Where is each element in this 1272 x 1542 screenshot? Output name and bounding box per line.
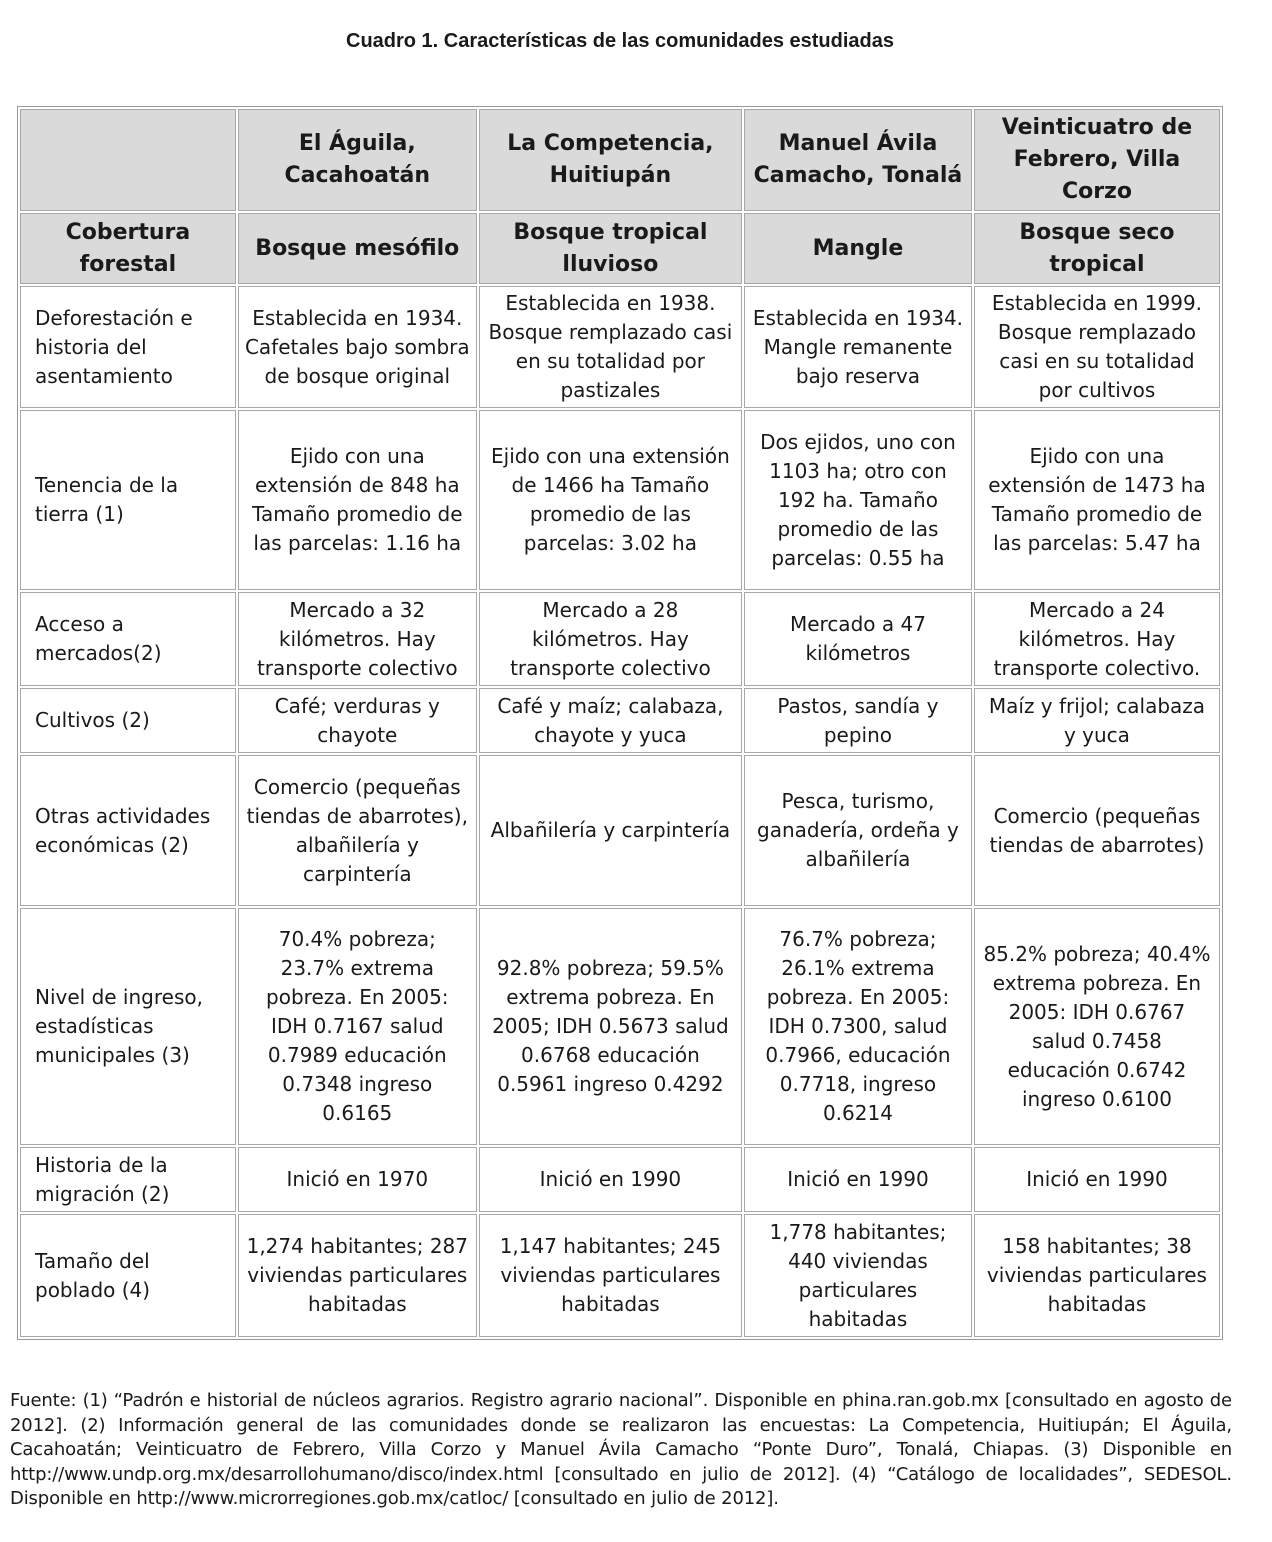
table-cell: Ejido con una extensión de 848 ha Tamaño promedio de las parcelas: 1.16 ha — [238, 410, 477, 590]
forest-cover-value: Bosque tropical lluvioso — [479, 213, 742, 284]
table-cell: 1,274 habitantes; 287 viviendas particulares habitadas — [238, 1214, 477, 1337]
column-header: Manuel Ávila Camacho, Tonalá — [744, 109, 972, 211]
table-cell: Establecida en 1938. Bosque remplazado casi en su totalidad por pastizales — [479, 286, 742, 408]
table-cell: Mercado a 32 kilómetros. Hay transporte colectivo — [238, 592, 477, 686]
row-label: Deforestación e historia del asentamiento — [20, 286, 236, 408]
table-cell: Comercio (pequeñas tiendas de abarrotes), albañilería y carpintería — [238, 755, 477, 906]
table-cell: Inició en 1990 — [744, 1147, 972, 1212]
table-cell: Ejido con una extensión de 1466 ha Tamaño promedio de las parcelas: 3.02 ha — [479, 410, 742, 590]
row-label: Cultivos (2) — [20, 688, 236, 753]
table-cell: Inició en 1990 — [479, 1147, 742, 1212]
table-cell: Café y maíz; calabaza, chayote y yuca — [479, 688, 742, 753]
table-cell: 92.8% pobreza; 59.5% extrema pobreza. En 2005; IDH 0.5673 salud 0.6768 educación 0.5961 ingreso 0.4292 — [479, 908, 742, 1145]
table-row — [20, 410, 1220, 590]
column-header: Veinticuatro de Febrero, Villa Corzo — [974, 109, 1220, 211]
table-row — [20, 755, 1220, 906]
source-footnote: Fuente: (1) “Padrón e historial de núcleos agrarios. Registro agrario nacional”. Disponible en phina.ran.gob.mx [consultado en agosto de 2012]. (2) Información general de las comunidades donde se realizaron las encuestas: La Competencia, Huitiupán; El Águila, Cacahoatán; Veinticuatro de Febrero, Villa Corzo y Manuel Ávila Camacho “Ponte Duro”, Tonalá, Chiapas. (3) Disponible en http://www.undp.org.mx/desarrollohumano/disco/index.html [consultado en julio de 2012]. (4) “Catálogo de localidades”, SEDESOL. Disponible en http://www.microrregiones.gob.mx/catloc/ [consultado en julio de 2012]. — [10, 1390, 1232, 1509]
table-cell: Establecida en 1934. Cafetales bajo sombra de bosque original — [238, 286, 477, 408]
header-corner-cell — [20, 109, 236, 211]
table-row — [20, 908, 1220, 1145]
table-cell: Café; verduras y chayote — [238, 688, 477, 753]
table-row — [20, 286, 1220, 408]
table-cell: Pesca, turismo, ganadería, ordeña y albañilería — [744, 755, 972, 906]
row-label: Otras actividades económicas (2) — [20, 755, 236, 906]
table-cell: 1,147 habitantes; 245 viviendas particulares habitadas — [479, 1214, 742, 1337]
table-cell: Comercio (pequeñas tiendas de abarrotes) — [974, 755, 1220, 906]
forest-cover-value: Bosque seco tropical — [974, 213, 1220, 284]
table-cell: Mercado a 24 kilómetros. Hay transporte colectivo. — [974, 592, 1220, 686]
row-label: Nivel de ingreso, estadísticas municipales (3) — [20, 908, 236, 1145]
table-cell: Pastos, sandía y pepino — [744, 688, 972, 753]
table-cell: 70.4% pobreza; 23.7% extrema pobreza. En 2005: IDH 0.7167 salud 0.7989 educación 0.7348 ingreso 0.6165 — [238, 908, 477, 1145]
forest-cover-value: Mangle — [744, 213, 972, 284]
table-row — [20, 592, 1220, 686]
communities-table — [17, 106, 1223, 1340]
table-cell: 85.2% pobreza; 40.4% extrema pobreza. En 2005: IDH 0.6767 salud 0.7458 educación 0.6742 ingreso 0.6100 — [974, 908, 1220, 1145]
table-row — [20, 688, 1220, 753]
table-cell: Ejido con una extensión de 1473 ha Tamaño promedio de las parcelas: 5.47 ha — [974, 410, 1220, 590]
table-cell: Albañilería y carpintería — [479, 755, 742, 906]
row-label: Acceso a mercados(2) — [20, 592, 236, 686]
forest-cover-row — [20, 213, 1220, 284]
table-cell: 76.7% pobreza; 26.1% extrema pobreza. En 2005: IDH 0.7300, salud 0.7966, educación 0.7718, ingreso 0.6214 — [744, 908, 972, 1145]
table-cell: Mercado a 47 kilómetros — [744, 592, 972, 686]
table-cell: Establecida en 1999. Bosque remplazado casi en su totalidad por cultivos — [974, 286, 1220, 408]
row-label: Tenencia de la tierra (1) — [20, 410, 236, 590]
forest-cover-value: Bosque mesófilo — [238, 213, 477, 284]
table-row — [20, 1214, 1220, 1337]
table-cell: Inició en 1970 — [238, 1147, 477, 1212]
row-label: Historia de la migración (2) — [20, 1147, 236, 1212]
table-cell: Establecida en 1934. Mangle remanente bajo reserva — [744, 286, 972, 408]
table-row — [20, 1147, 1220, 1212]
table-cell: Maíz y frijol; calabaza y yuca — [974, 688, 1220, 753]
table-cell: Dos ejidos, uno con 1103 ha; otro con 192 ha. Tamaño promedio de las parcelas: 0.55 ha — [744, 410, 972, 590]
header-row — [20, 109, 1220, 211]
table-cell: 1,778 habitantes; 440 viviendas particulares habitadas — [744, 1214, 972, 1337]
table-cell: 158 habitantes; 38 viviendas particulares habitadas — [974, 1214, 1220, 1337]
forest-cover-label: Cobertura forestal — [20, 213, 236, 284]
table-cell: Mercado a 28 kilómetros. Hay transporte colectivo — [479, 592, 742, 686]
row-label: Tamaño del poblado (4) — [20, 1214, 236, 1337]
column-header: La Competencia, Huitiupán — [479, 109, 742, 211]
column-header: El Águila, Cacahoatán — [238, 109, 477, 211]
table-title: Cuadro 1. Características de las comunidades estudiadas — [346, 30, 894, 52]
table-cell: Inició en 1990 — [974, 1147, 1220, 1212]
